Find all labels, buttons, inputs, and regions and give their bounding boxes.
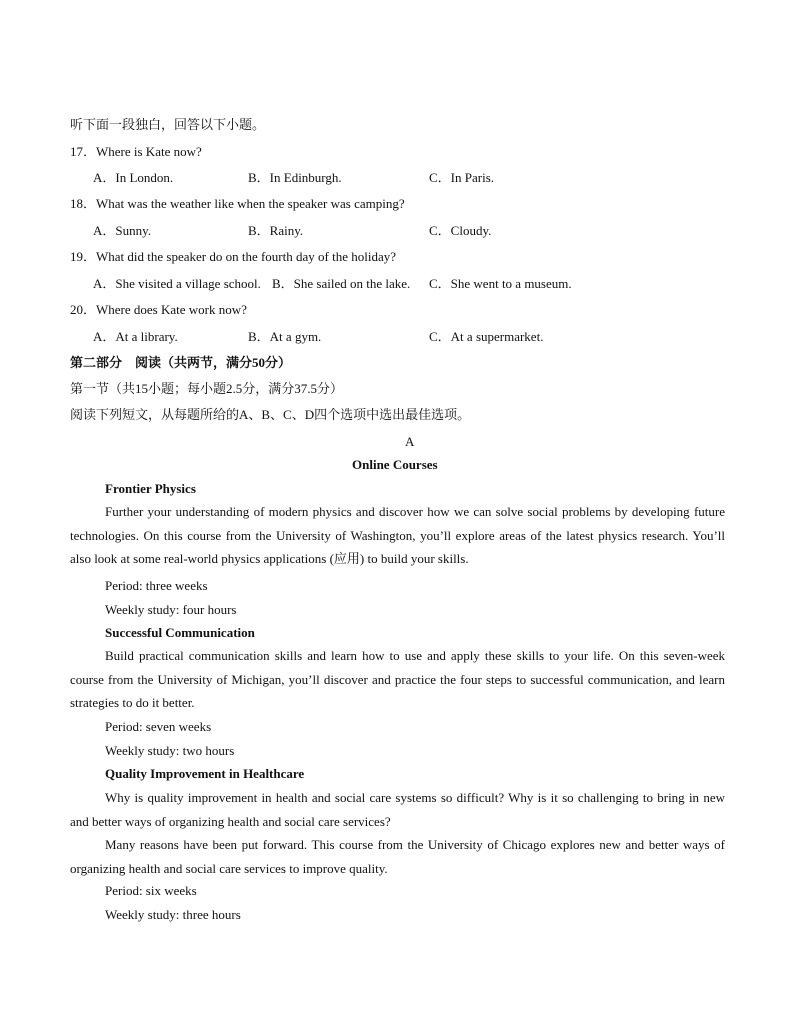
course-3-paragraph-2: Many reasons have been put forward. This course from the University of Chicago explores new and better ways of organizing health and social care services to improve quality. <box>70 837 725 876</box>
passage-title: Online Courses <box>352 457 438 472</box>
question-17-option-c: C．In Paris. <box>429 170 495 185</box>
course-2-description <box>70 644 725 715</box>
question-17-option-a: A．In London. <box>93 170 174 185</box>
reading-section-title: 第一节（共15小题；每小题2.5分，满分37.5分） <box>70 381 344 396</box>
question-20-stem: 20．Where does Kate work now? <box>70 302 247 317</box>
course-3-name: Quality Improvement in Healthcare <box>105 766 305 781</box>
passage-letter: A <box>405 434 415 449</box>
question-20-option-b: B．At a gym. <box>248 329 322 344</box>
question-20-option-a: A．At a library. <box>93 329 178 344</box>
question-17-option-b: B．In Edinburgh. <box>248 170 342 185</box>
reading-part-title: 第二部分 阅读（共两节，满分50分） <box>70 355 292 370</box>
question-19-option-b: B．She sailed on the lake. <box>272 276 411 291</box>
question-20-option-c: C．At a supermarket. <box>429 329 544 344</box>
question-17-stem: 17．Where is Kate now? <box>70 144 202 159</box>
course-3-paragraph-1: Why is quality improvement in health and social care systems so difficult? Why is it so challenging to bring in new and better ways of organizing health and social care services? <box>70 790 725 829</box>
course-3-weekly-study: Weekly study: three hours <box>105 907 241 922</box>
question-18-option-b: B．Rainy. <box>248 223 304 238</box>
reading-instruction: 阅读下列短文，从每题所给的A、B、C、D四个选项中选出最佳选项。 <box>70 407 471 422</box>
course-3-period: Period: six weeks <box>105 883 197 898</box>
course-2-period: Period: seven weeks <box>105 719 212 734</box>
question-18-option-a: A．Sunny. <box>93 223 152 238</box>
question-18-option-c: C．Cloudy. <box>429 223 492 238</box>
course-3-description-2 <box>70 833 725 880</box>
question-19-stem: 19．What did the speaker do on the fourth day of the holiday? <box>70 249 396 264</box>
course-1-period: Period: three weeks <box>105 578 208 593</box>
course-1-name: Frontier Physics <box>105 481 196 496</box>
course-1-paragraph: Further your understanding of modern physics and discover how we can solve social problems by developing future technologies. On this course from the University of Washington, you’ll explore areas of the latest physics research. You’ll also look at some real-world physics applications (应用) to build your skills. <box>70 504 725 566</box>
course-2-name: Successful Communication <box>105 625 255 640</box>
course-2-paragraph: Build practical communication skills and learn how to use and apply these skills to your life. On this seven-week course from the University of Michigan, you’ll discover and practice the four steps to successful communication, and learn strategies to do it better. <box>70 648 725 710</box>
course-2-weekly-study: Weekly study: two hours <box>105 743 235 758</box>
course-3-description-1 <box>70 786 725 833</box>
course-1-weekly-study: Weekly study: four hours <box>105 602 237 617</box>
question-19-option-a: A．She visited a village school. <box>93 276 261 291</box>
question-19-option-c: C．She went to a museum. <box>429 276 572 291</box>
listening-instruction: 听下面一段独白，回答以下小题。 <box>70 117 266 132</box>
course-1-description <box>70 500 725 571</box>
question-18-stem: 18．What was the weather like when the speaker was camping? <box>70 196 405 211</box>
